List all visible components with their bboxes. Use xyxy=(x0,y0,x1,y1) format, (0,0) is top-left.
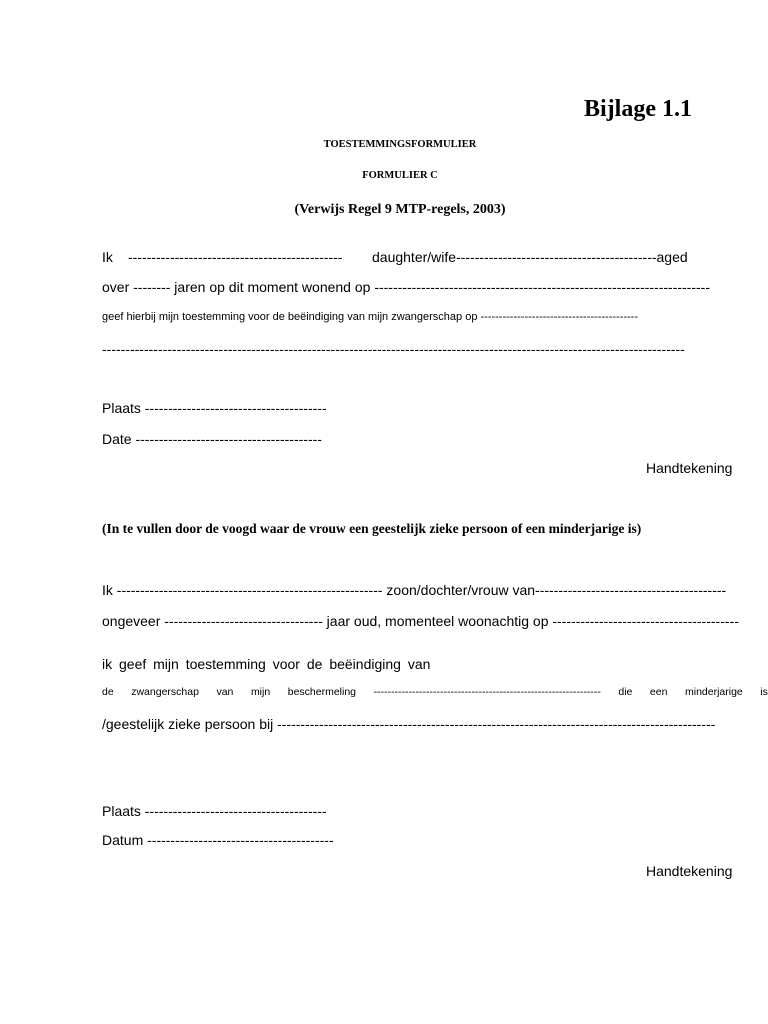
guardian-date-field[interactable]: Datum ---------------------------------------- xyxy=(102,832,334,848)
guardian-signature-label: Handtekening xyxy=(646,863,733,879)
guardian-line-4-word: die xyxy=(618,686,633,698)
signature-label: Handtekening xyxy=(646,460,733,476)
guardian-place-field[interactable]: Plaats --------------------------------------- xyxy=(102,803,327,819)
guardian-instruction: (In te vullen door de voogd waar de vrouw een geestelijk zieke persoon of een minderjarige is) xyxy=(102,521,642,536)
guardian-line-4-word: zwangerschap xyxy=(131,686,199,698)
consent-line-1-relation: daughter/wife-------------------------------------------aged xyxy=(372,249,688,265)
guardian-line-3: ik geef mijn toestemming voor de beëindiging van xyxy=(102,656,431,672)
guardian-line-4-word: mijn xyxy=(250,686,271,698)
consent-line-1-label: Ik xyxy=(102,249,113,265)
guardian-line-5: /geestelijk zieke persoon bij ---------------------------------------------------------------------------------------------- xyxy=(102,716,716,732)
guardian-line-2: ongeveer ---------------------------------- jaar oud, momenteel woonachtig op ---------------------------------------- xyxy=(102,613,739,629)
guardian-line-4-blank[interactable]: ----------------------------------------------------------------- xyxy=(373,686,601,698)
guardian-line-4-word: een xyxy=(649,686,668,698)
guardian-line-4 xyxy=(102,686,768,698)
date-field[interactable]: Date ---------------------------------------- xyxy=(102,431,322,447)
guardian-line-4-word: is xyxy=(760,686,768,698)
guardian-line-4-word: beschermeling xyxy=(287,686,357,698)
attachment-heading: Bijlage 1.1 xyxy=(584,96,692,122)
consent-line-1-name-blank[interactable]: ---------------------------------------------- xyxy=(128,249,343,265)
form-title: TOESTEMMINGSFORMULIER xyxy=(323,139,477,150)
consent-line-3: geef hierbij mijn toestemming voor de beëindiging van mijn zwangerschap op ------------------------------------------- xyxy=(102,311,639,323)
guardian-line-4-word: de xyxy=(102,686,114,698)
guardian-line-4-word: van xyxy=(216,686,234,698)
regulation-reference: (Verwijs Regel 9 MTP-regels, 2003) xyxy=(294,202,506,217)
place-field[interactable]: Plaats --------------------------------------- xyxy=(102,400,327,416)
guardian-line-1: Ik --------------------------------------------------------- zoon/dochter/vrouw van----------------------------------------- xyxy=(102,582,727,598)
guardian-line-4-word: minderjarige xyxy=(684,686,743,698)
consent-line-4-blank[interactable]: ----------------------------------------------------------------------------------------------------------------------------- xyxy=(102,341,685,357)
form-subtitle: FORMULIER C xyxy=(362,170,438,181)
consent-line-2: over -------- jaren op dit moment wonend op ------------------------------------------------------------------------ xyxy=(102,279,710,295)
